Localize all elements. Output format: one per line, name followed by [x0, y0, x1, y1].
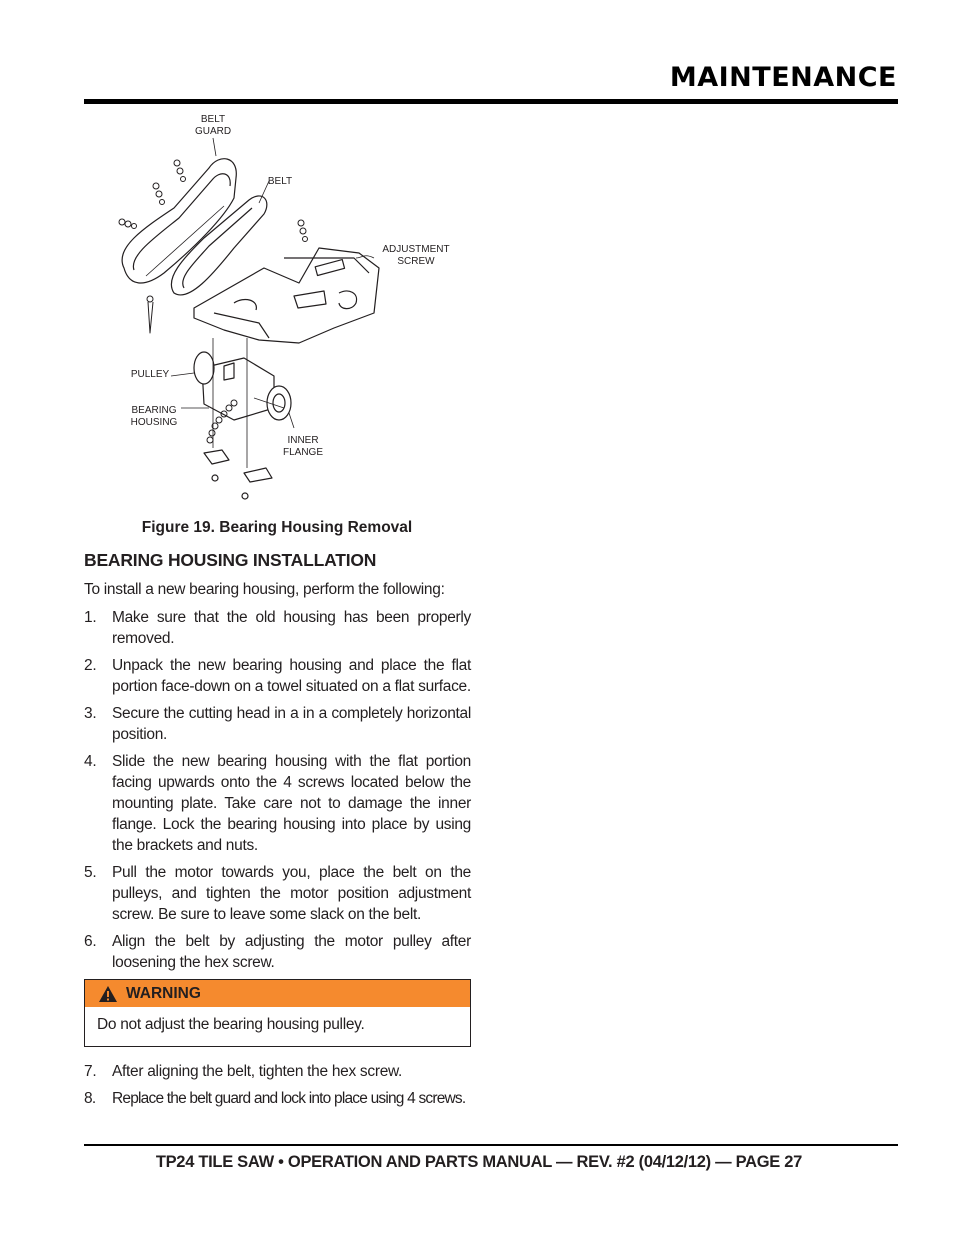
- label-belt: BELT: [267, 176, 293, 187]
- warning-title: WARNING: [126, 984, 201, 1002]
- figure-caption: Figure 19. Bearing Housing Removal: [141, 519, 413, 536]
- step-number: 5.: [84, 864, 97, 881]
- list-item: [84, 655, 471, 697]
- list-item: [84, 931, 471, 973]
- section-heading: BEARING HOUSING INSTALLATION: [84, 550, 377, 570]
- step-text: Secure the cutting head in a in a completely horizontal position.: [112, 705, 471, 743]
- bearing-housing-diagram: [84, 108, 484, 508]
- step-text: Make sure that the old housing has been properly removed.: [112, 609, 471, 647]
- step-text: Align the belt by adjusting the motor pulley after loosening the hex screw.: [112, 933, 471, 971]
- intro-text: To install a new bearing housing, perform the following:: [84, 581, 445, 598]
- step-text: Replace the belt guard and lock into place using 4 screws.: [112, 1090, 466, 1107]
- footer-rule: [84, 1144, 898, 1146]
- list-item: [84, 607, 471, 649]
- label-inner-flange: INNER FLANGE: [282, 435, 323, 458]
- long-bolt: [147, 296, 153, 333]
- header-rule: [84, 99, 898, 104]
- warning-triangle-icon: [98, 985, 118, 1003]
- step-text: Slide the new bearing housing with the flat portion facing upwards onto the 4 screws located below the mounting plate. Take care not to damage the inner flange. Lock the bearing housing into place by using the brackets and nuts.: [112, 753, 471, 854]
- steps-list: [84, 607, 471, 979]
- list-item: [84, 751, 471, 856]
- list-item: [84, 1061, 471, 1082]
- label-bearing-housing: BEARING HOUSING: [130, 405, 178, 428]
- bearing-housing-shape: [194, 352, 291, 420]
- label-adjustment-screw: ADJUSTMENT SCREW: [382, 244, 450, 267]
- list-item: [84, 862, 471, 925]
- step-number: 2.: [84, 657, 97, 674]
- step-number: 1.: [84, 609, 97, 626]
- warning-header: [85, 980, 470, 1007]
- steps-list-continued: [84, 1061, 471, 1115]
- page-footer: TP24 TILE SAW • OPERATION AND PARTS MANUAL — REV. #2 (04/12/12) — PAGE 27: [155, 1153, 802, 1171]
- list-item: [84, 703, 471, 745]
- warning-text: Do not adjust the bearing housing pulley.: [97, 1016, 365, 1033]
- step-number: 3.: [84, 705, 97, 722]
- step-text: Unpack the new bearing housing and place the flat portion face-down on a towel situated on a flat surface.: [112, 657, 471, 695]
- step-number: 8.: [84, 1090, 96, 1107]
- label-belt-guard: BELT GUARD: [194, 114, 232, 137]
- step-number: 7.: [84, 1063, 97, 1080]
- step-number: 6.: [84, 933, 97, 950]
- list-item: [84, 1088, 471, 1109]
- step-text: After aligning the belt, tighten the hex screw.: [112, 1063, 403, 1080]
- section-title: MAINTENANCE: [669, 62, 897, 93]
- brackets-and-nuts: [204, 450, 272, 499]
- warning-box: [84, 979, 471, 1047]
- label-pulley: PULLEY: [130, 369, 170, 380]
- step-number: 4.: [84, 753, 97, 770]
- step-text: Pull the motor towards you, place the belt on the pulleys, and tighten the motor position adjustment screw. Be sure to leave some slack on the belt.: [112, 864, 471, 923]
